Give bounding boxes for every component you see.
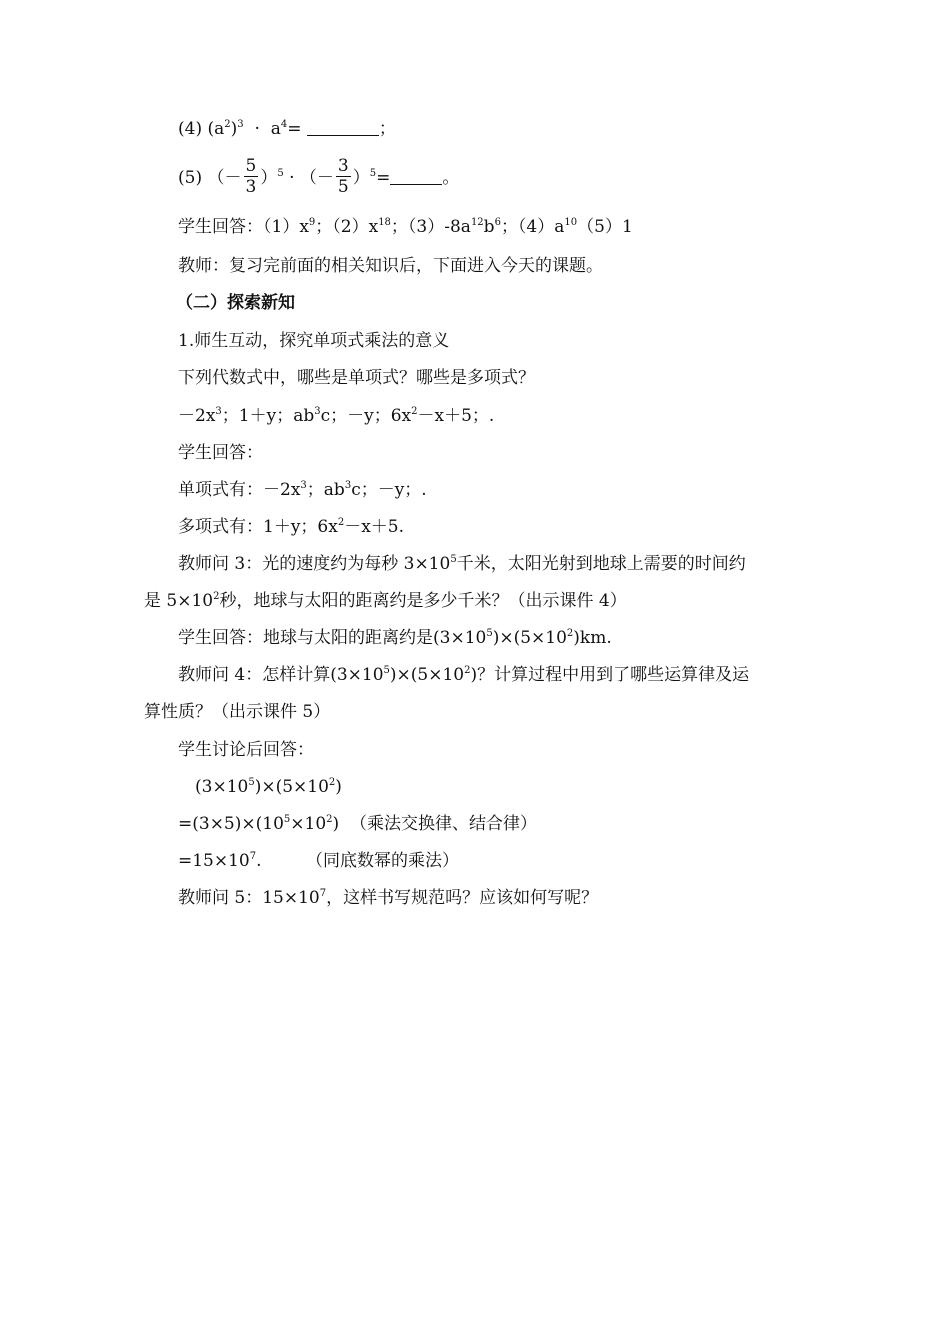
fraction-denominator: 5 xyxy=(337,177,349,197)
expr-text: a xyxy=(270,119,281,139)
answer-text: c；－y；. xyxy=(351,480,427,500)
calc-text: ) xyxy=(332,814,340,834)
expr-text: (a xyxy=(207,119,225,139)
exponent: 2 xyxy=(464,665,471,676)
answer-text: 学生回答：地球与太阳的距离约是(3×10 xyxy=(178,628,487,648)
expr-text: －2x xyxy=(178,406,216,426)
answer-text: b xyxy=(483,217,495,237)
multiply-dot: · xyxy=(254,119,260,139)
calc-note: （乘法交换律、结合律） xyxy=(350,814,537,834)
calc-text: ×10 xyxy=(290,814,327,834)
fraction-numerator: 3 xyxy=(337,156,349,176)
fraction-numerator: 5 xyxy=(245,156,257,176)
calc-text: )×(5×10 xyxy=(254,777,329,797)
punctuation: ； xyxy=(378,119,396,139)
answer-blank xyxy=(307,119,379,136)
question-text: 教师问 5：15×10 xyxy=(178,888,320,908)
calc-step-3-note: （同底数幂的乘法） xyxy=(306,851,459,871)
expr-text: c；－y；6x xyxy=(320,406,412,426)
exponent: 5 xyxy=(277,168,284,179)
expr-text: ） xyxy=(260,168,278,188)
problem-4 xyxy=(178,118,396,140)
item-heading: 1.师生互动，探究单项式乘法的意义 xyxy=(178,331,450,351)
exponent: 12 xyxy=(470,217,484,228)
expr-text: = xyxy=(376,168,391,188)
exponent: 6 xyxy=(494,217,501,228)
exponent: 2 xyxy=(213,591,220,602)
question-text: 千米，太阳光射到地球上需要的时间约 xyxy=(456,554,746,574)
multiply-dot: · xyxy=(289,168,295,188)
expression-list xyxy=(178,405,494,427)
fraction-5-3 xyxy=(244,156,259,197)
answer-blank xyxy=(390,168,442,185)
exponent: 5 xyxy=(369,168,377,179)
teacher-question-5 xyxy=(178,887,598,909)
expr-text: = xyxy=(287,119,302,139)
student-answer-label: 学生回答： xyxy=(178,443,263,463)
teacher-question-3-line1 xyxy=(178,553,746,575)
exponent: 5 xyxy=(486,628,493,639)
expr-text: （－ xyxy=(299,168,334,188)
answer-text: )×(5×10 xyxy=(492,628,567,648)
exponent: 2 xyxy=(566,628,574,639)
question-polynomials: 下列代数式中，哪些是单项式？哪些是多项式？ xyxy=(178,368,535,388)
section-heading: （二）探索新知 xyxy=(176,293,295,313)
calc-text: =15×10 xyxy=(178,851,250,871)
expr-text: ） xyxy=(352,168,370,188)
exponent: 2 xyxy=(224,119,231,130)
exponent: 5 xyxy=(283,814,291,825)
calc-step-3 xyxy=(178,850,262,872)
exponent: 2 xyxy=(411,406,418,417)
punctuation: 。 xyxy=(442,168,460,188)
exponent: 3 xyxy=(314,406,321,417)
answer-text: 单项式有：－2x xyxy=(178,480,301,500)
exponent: 5 xyxy=(383,665,390,676)
monomials-answer xyxy=(178,479,427,501)
exponent: 3 xyxy=(215,406,222,417)
exponent: 5 xyxy=(248,777,255,788)
teacher-question-4-line1 xyxy=(178,664,749,686)
fraction-denominator: 3 xyxy=(245,177,257,197)
answer-text: ；（4）a xyxy=(500,217,565,237)
teacher-transition: 教师：复习完前面的相关知识后，下面进入今天的课题。 xyxy=(178,256,603,276)
exponent: 9 xyxy=(308,217,316,228)
question-text: 教师问 4：怎样计算(3×10 xyxy=(178,665,384,685)
calc-text: =(3×5)×(10 xyxy=(178,814,284,834)
exponent: 5 xyxy=(450,554,457,565)
discuss-label: 学生讨论后回答： xyxy=(178,740,314,760)
calc-text: . xyxy=(256,851,262,871)
review-answers xyxy=(178,216,633,238)
answer-text: ；（2）x xyxy=(315,217,379,237)
exponent: 18 xyxy=(378,217,391,228)
calc-step-1 xyxy=(195,776,342,798)
exponent: 7 xyxy=(319,888,327,899)
calc-text: (3×10 xyxy=(195,777,249,797)
calc-text: ) xyxy=(335,777,342,797)
exponent: 2 xyxy=(328,777,336,788)
exponent: 3 xyxy=(344,480,352,491)
answer-text: 多项式有：1＋y；6x xyxy=(178,517,338,537)
expr-text: ) xyxy=(230,119,238,139)
problem-5 xyxy=(178,156,459,200)
expr-text: （－ xyxy=(207,168,242,188)
polynomials-answer xyxy=(178,516,404,538)
teacher-question-4-line2: 算性质？（出示课件 5） xyxy=(144,702,331,722)
question-text: )×(5×10 xyxy=(389,665,465,685)
question-text: 秒，地球与太阳的距离约是多少千米？（出示课件 4） xyxy=(219,591,627,611)
calc-step-2 xyxy=(178,813,537,835)
problem-number: (5) xyxy=(178,168,203,188)
question-text: )？计算过程中用到了哪些运算律及运 xyxy=(470,665,750,685)
problem-number: (4) xyxy=(178,119,203,139)
exponent: 2 xyxy=(337,517,345,528)
answer-text: ；（3）-8a xyxy=(390,217,471,237)
answer-text: )km. xyxy=(573,628,612,648)
exponent: 3 xyxy=(300,480,307,491)
exponent: 4 xyxy=(280,119,288,130)
question-text: 教师问 3：光的速度约为每秒 3×10 xyxy=(178,554,451,574)
answer-text: 学生回答：（1）x xyxy=(178,217,309,237)
teacher-question-3-line2 xyxy=(144,590,627,612)
exponent: 10 xyxy=(564,217,578,228)
answer-text: －x＋5. xyxy=(344,517,405,537)
expr-text: －x＋5；. xyxy=(417,406,495,426)
question-text: ，这样书写规范吗？应该如何写呢？ xyxy=(326,888,599,908)
exponent: 3 xyxy=(237,119,244,130)
exponent: 2 xyxy=(326,814,333,825)
exponent: 7 xyxy=(249,851,257,862)
fraction-3-5 xyxy=(336,156,351,197)
answer-text: （5）1 xyxy=(577,217,633,237)
expr-text: ；1＋y；ab xyxy=(221,406,315,426)
student-answer-distance xyxy=(178,627,612,649)
answer-text: ；ab xyxy=(306,480,345,500)
question-text: 是 5×10 xyxy=(144,591,214,611)
